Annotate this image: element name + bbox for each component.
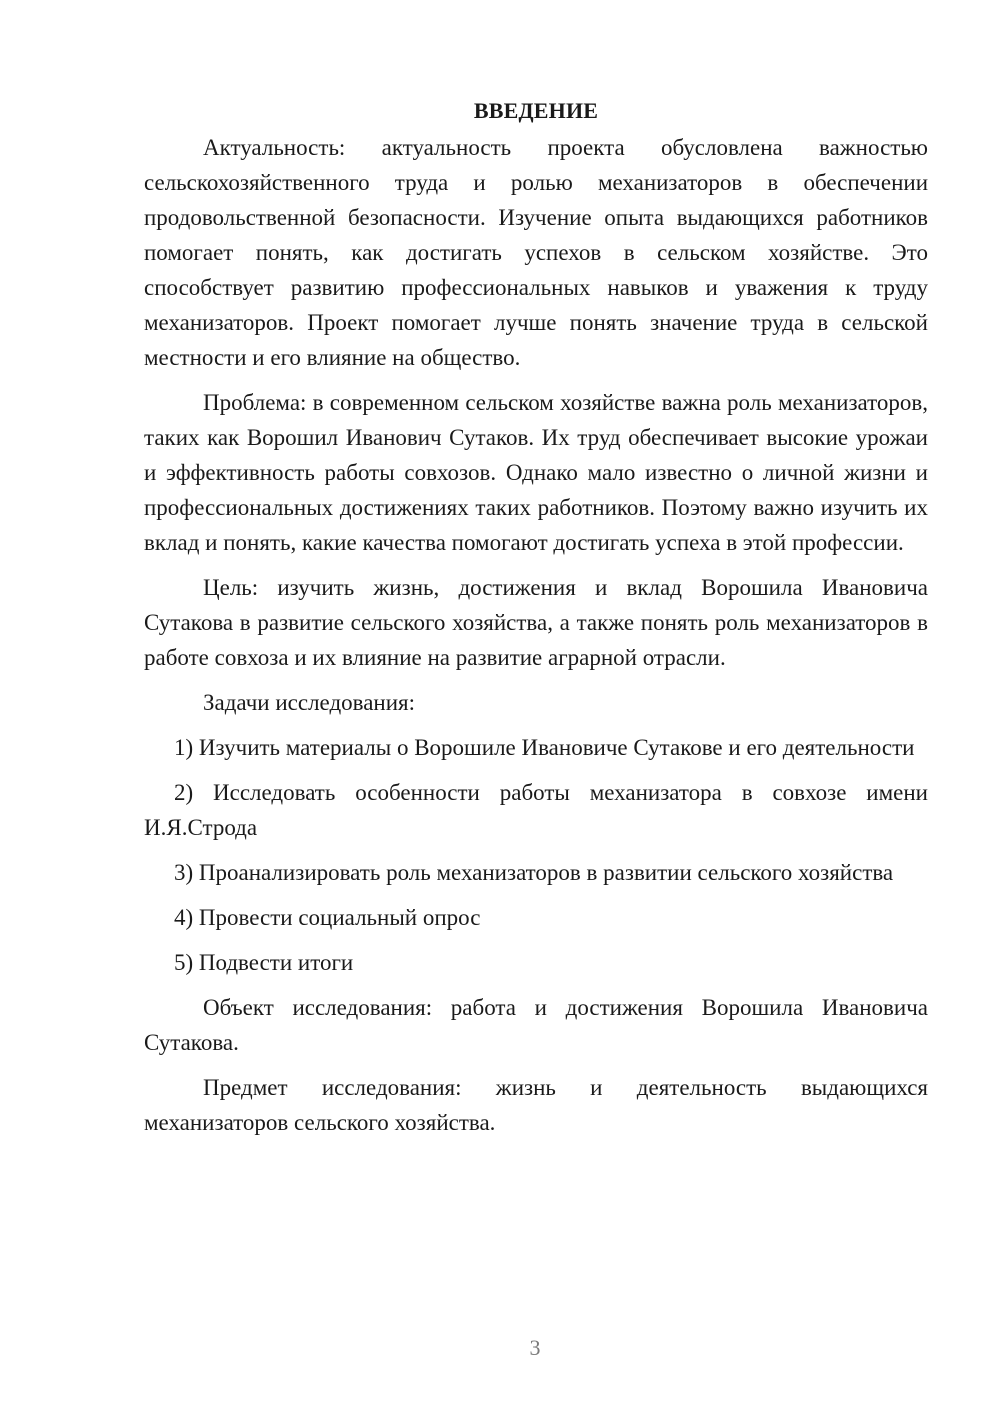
task-item-4: 4) Провести социальный опрос [174,905,481,930]
page-number: 3 [529,1335,541,1360]
paragraph-object: Объект исследования: работа и достижения Ворошила Ивановича Сутакова. [144,995,928,1055]
task-item-2: 2) Исследовать особенности работы механизатора в совхозе имени И.Я.Строда [144,780,928,840]
section-title: ВВЕДЕНИЕ [473,98,599,123]
task-item-5: 5) Подвести итоги [174,950,354,975]
paragraph-problem: Проблема: в современном сельском хозяйстве важна роль механизаторов, таких как Ворошил Иванович Сутаков. Их труд обеспечивает высокие урожаи и эффективность работы совхозов. Однако мало известно о личной жизни и профессиональных достижениях таких работников. Поэтому важно изучить их вклад и понять, какие качества помогают достигать успеха в этой профессии. [144,390,928,555]
page-content [144,93,928,1150]
paragraph-relevance: Актуальность: актуальность проекта обусловлена важностью сельскохозяйственного труда и ролью механизаторов в обеспечении продовольственной безопасности. Изучение опыта выдающихся работников помогает понять, как достигать успехов в сельском хозяйстве. Это способствует развитию профессиональных навыков и уважения к труду механизаторов. Проект помогает лучше понять значение труда в сельской местности и его влияние на общество. [144,135,928,370]
tasks-heading: Задачи исследования: [203,690,416,715]
paragraph-goal: Цель: изучить жизнь, достижения и вклад Ворошила Ивановича Сутакова в развитие сельского хозяйства, а также понять роль механизаторов в работе совхоза и их влияние на развитие аграрной отрасли. [144,575,928,670]
task-item-3: 3) Проанализировать роль механизаторов в развитии сельского хозяйства [174,860,894,885]
paragraph-subject: Предмет исследования: жизнь и деятельность выдающихся механизаторов сельского хозяйства. [144,1075,928,1135]
task-item-1: 1) Изучить материалы о Ворошиле Ивановиче Сутакове и его деятельности [174,735,915,760]
